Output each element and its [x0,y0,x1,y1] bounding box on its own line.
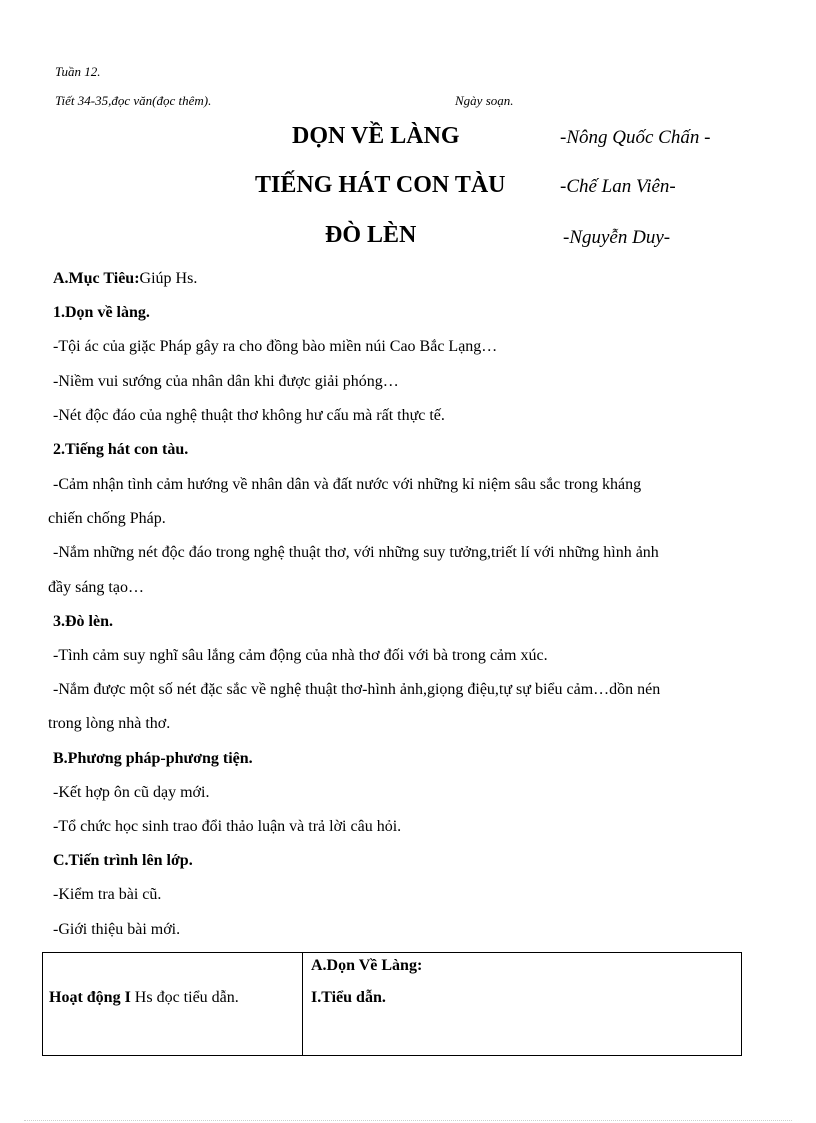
section-2-heading: 2.Tiếng hát con tàu. [53,441,189,458]
activity-text [43,953,302,1007]
week-label: Tuần 12. [55,64,101,79]
content-heading-1: A.Dọn Về Làng: [311,957,423,974]
table-cell-content [303,953,742,1056]
poem-title-1: DỌN VỀ LÀNG [292,123,460,149]
section-2-line-1: -Cảm nhận tình cảm hướng về nhân dân và đất nước với những kỉ niệm sâu sắc trong kháng [53,476,642,493]
activity-table [42,952,742,1056]
section-3-line-1: -Tình cảm suy nghĩ sâu lắng cảm động của nhà thơ đối với bà trong cảm xúc. [53,647,548,664]
poem-title-2: TIẾNG HÁT CON TÀU [255,172,506,198]
section-a-title: A.Mục Tiêu: [53,270,140,287]
poem-author-1: -Nông Quốc Chấn - [560,127,711,148]
activity-label: Hoạt động I [49,989,131,1006]
section-c-line-2: -Giới thiệu bài mới. [53,921,181,938]
section-1-line-3: -Nét độc đáo của nghệ thuật thơ không hư cấu mà rất thực tế. [53,407,445,424]
poem-author-2: -Chế Lan Viên- [560,176,676,197]
section-3-heading: 3.Đò lèn. [53,613,113,630]
content-heading-2: I.Tiểu dẫn. [311,989,386,1006]
section-b-line-1: -Kết hợp ôn cũ dạy mới. [53,784,210,801]
section-c-line-1: -Kiểm tra bài cũ. [53,886,162,903]
activity-desc: Hs đọc tiểu dẫn. [130,989,239,1006]
section-b-line-2: -Tổ chức học sinh trao đổi thảo luận và trả lời câu hỏi. [53,818,402,835]
page-bottom-divider [24,1120,792,1121]
section-2-line-4: đầy sáng tạo… [48,579,144,596]
section-a-tail: Giúp Hs. [139,270,198,287]
section-1-heading: 1.Dọn về làng. [53,304,150,321]
section-1-line-2: -Niềm vui sướng của nhân dân khi được giải phóng… [53,373,399,390]
section-c-heading: C.Tiến trình lên lớp. [53,852,193,869]
date-label: Ngày soạn. [455,93,514,108]
section-1-line-1: -Tội ác của giặc Pháp gây ra cho đồng bào miền núi Cao Bắc Lạng… [53,338,498,355]
poem-author-3: -Nguyễn Duy- [563,227,671,248]
section-2-line-2: chiến chống Pháp. [48,510,166,527]
table-row [43,953,742,1056]
section-3-line-2: -Nắm được một số nét đặc sắc về nghệ thuật thơ-hình ảnh,giọng điệu,tự sự biểu cảm…dồn nén [53,681,661,698]
section-b-heading: B.Phương pháp-phương tiện. [53,750,253,767]
section-a-heading [53,270,197,288]
poem-title-3: ĐÒ LÈN [325,222,417,248]
section-3-line-3: trong lòng nhà thơ. [48,715,171,732]
period-label: Tiết 34-35,đọc văn(đọc thêm). [55,93,212,108]
section-2-line-3: -Nắm những nét độc đáo trong nghệ thuật thơ, với những suy tưởng,triết lí với những hình ảnh [53,544,659,561]
table-cell-activity [43,953,303,1056]
